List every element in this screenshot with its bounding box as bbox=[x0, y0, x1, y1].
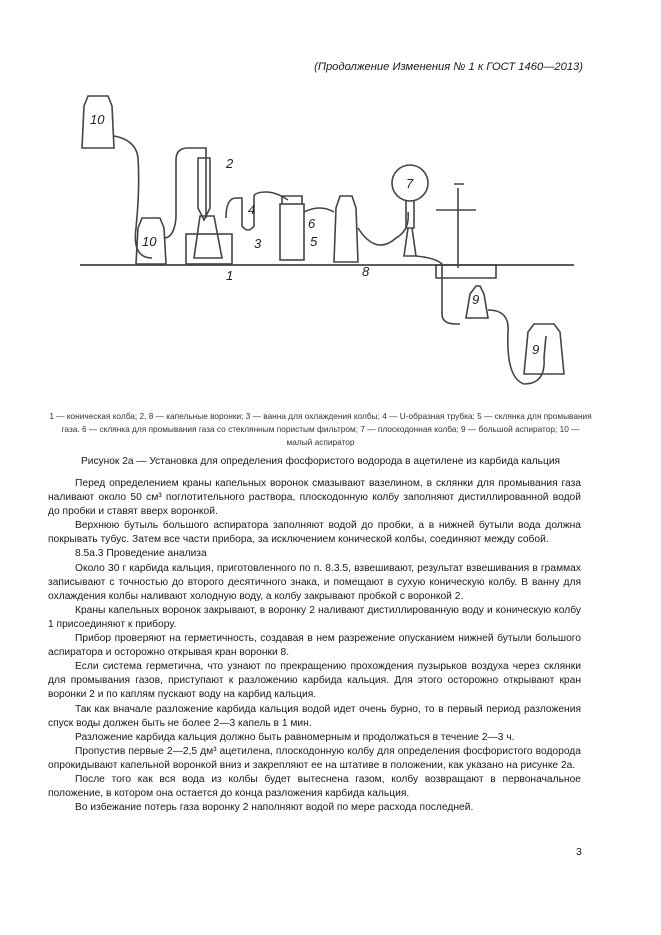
figure-label: 3 bbox=[254, 236, 262, 251]
conical-flask bbox=[194, 216, 222, 258]
paragraph: Разложение карбида кальция должно быть равномерным и продолжаться в течение 2—3 ч. bbox=[75, 731, 515, 743]
figure-label: 10 bbox=[142, 234, 157, 249]
wash-bottle-6 bbox=[334, 196, 358, 262]
figure-label: 9 bbox=[472, 292, 480, 307]
dropping-funnel-8 bbox=[404, 228, 416, 256]
dropping-funnel-2 bbox=[198, 158, 210, 220]
u-tube bbox=[226, 192, 266, 230]
hose-to-flask bbox=[358, 212, 408, 245]
cooling-bath bbox=[186, 234, 232, 264]
section-heading: 8.5а.3 Проведение анализа bbox=[75, 548, 207, 560]
figure-title: Рисунок 2а — Установка для определения фосфористого водорода в ацетилене из карбида кальция bbox=[80, 456, 561, 467]
figure-label: 1 bbox=[226, 268, 234, 283]
figure-label: 9 bbox=[532, 342, 540, 357]
figure-label: 5 bbox=[310, 234, 318, 249]
paragraph: Во избежание потерь газа воронку 2 наполняют водой по мере расхода последней. bbox=[75, 802, 474, 814]
paragraph: Прибор проверяют на герметичность, создавая в нем разрежение опусканием нижней бутыли большого аспиратора и осторожно открывая кран воронки 8. bbox=[48, 633, 581, 659]
figure-label: 10 bbox=[90, 112, 105, 127]
stand bbox=[436, 184, 476, 268]
figure-label: 2 bbox=[226, 156, 234, 171]
figure-legend: 1 — коническая колба; 2, 8 — капельные воронки; 3 — ванна для охлаждения колбы; 4 — U-образная трубка; 5 — склянка для промывания газа. 6 — склянка для промывания газа со стеклянным пористым фильтром; 7 — плоскодонная колба; 9 — большой аспиратор; 10 — малый аспиратор bbox=[49, 411, 592, 447]
paragraph: Краны капельных воронок закрывают, в воронку 2 наливают дистиллированную воду и коническую колбу 1 присоединяют к прибору. bbox=[48, 604, 581, 630]
wash-bottle-5 bbox=[280, 204, 304, 260]
figure-label: 4 bbox=[248, 202, 256, 217]
paragraph: Пропустив первые 2—2,5 дм³ ацетилена, плоскодонную колбу для определения фосфористого водорода опрокидывают капельной воронкой вниз и закрепляют ее на штативе в положении, как указано на рисунке 2а. bbox=[48, 745, 581, 771]
paragraph: Около 30 г карбида кальция, приготовленного по п. 8.3.5, взвешивают, результат взвешивания в граммах записывают с точностью до второго десятичного знака, и помещают в сухую коническую колбу. В ванну для охлаждения колбы наливают холодную воду, а колбу закрывают пробкой с воронкой 2. bbox=[48, 562, 581, 602]
apparatus-figure bbox=[76, 88, 596, 393]
body-text bbox=[48, 477, 581, 815]
figure-label: 7 bbox=[406, 176, 414, 191]
page-number: 3 bbox=[576, 846, 582, 858]
page-header: (Продолжение Изменения № 1 к ГОСТ 1460—2013) bbox=[314, 61, 583, 73]
figure-label: 8 bbox=[362, 264, 370, 279]
paragraph: Если система герметична, что узнают по прекращению прохождения пузырьков воздуха через склянки для промывания газов, приступают к разложению карбида кальция. Для этого осторожно открывают кран воронки 2 и по каплям пускают воду на карбид кальция. bbox=[48, 661, 581, 701]
figure-label: 6 bbox=[308, 216, 316, 231]
paragraph: После того как вся вода из колбы будет вытеснена газом, колбу возвращают в первоначальное положение, в котором она остается до конца разложения карбида кальция. bbox=[48, 773, 581, 800]
paragraph: Перед определением краны капельных воронок смазывают вазелином, в склянки для промывания газа наливают около 50 см³ поглотительного раствора, плоскодонную колбу заполняют дистиллированной водой до пробки и ставят вверх воронкой. bbox=[48, 478, 581, 518]
paragraph: Так как вначале разложение карбида кальция водой идет очень бурно, то в первый период разложения спуск воды должен быть не более 2—3 капель в 1 мин. bbox=[48, 703, 581, 729]
paragraph: Верхнюю бутыль большого аспиратора заполняют водой до пробки, а в нижней бутыли вода должна покрывать тубус. Затем все части прибора, за исключением конической колбы, соединяют между собой. bbox=[48, 520, 581, 546]
hose-to-aspirator bbox=[416, 256, 460, 324]
connector-tube bbox=[164, 148, 206, 238]
floor-block bbox=[436, 265, 496, 278]
